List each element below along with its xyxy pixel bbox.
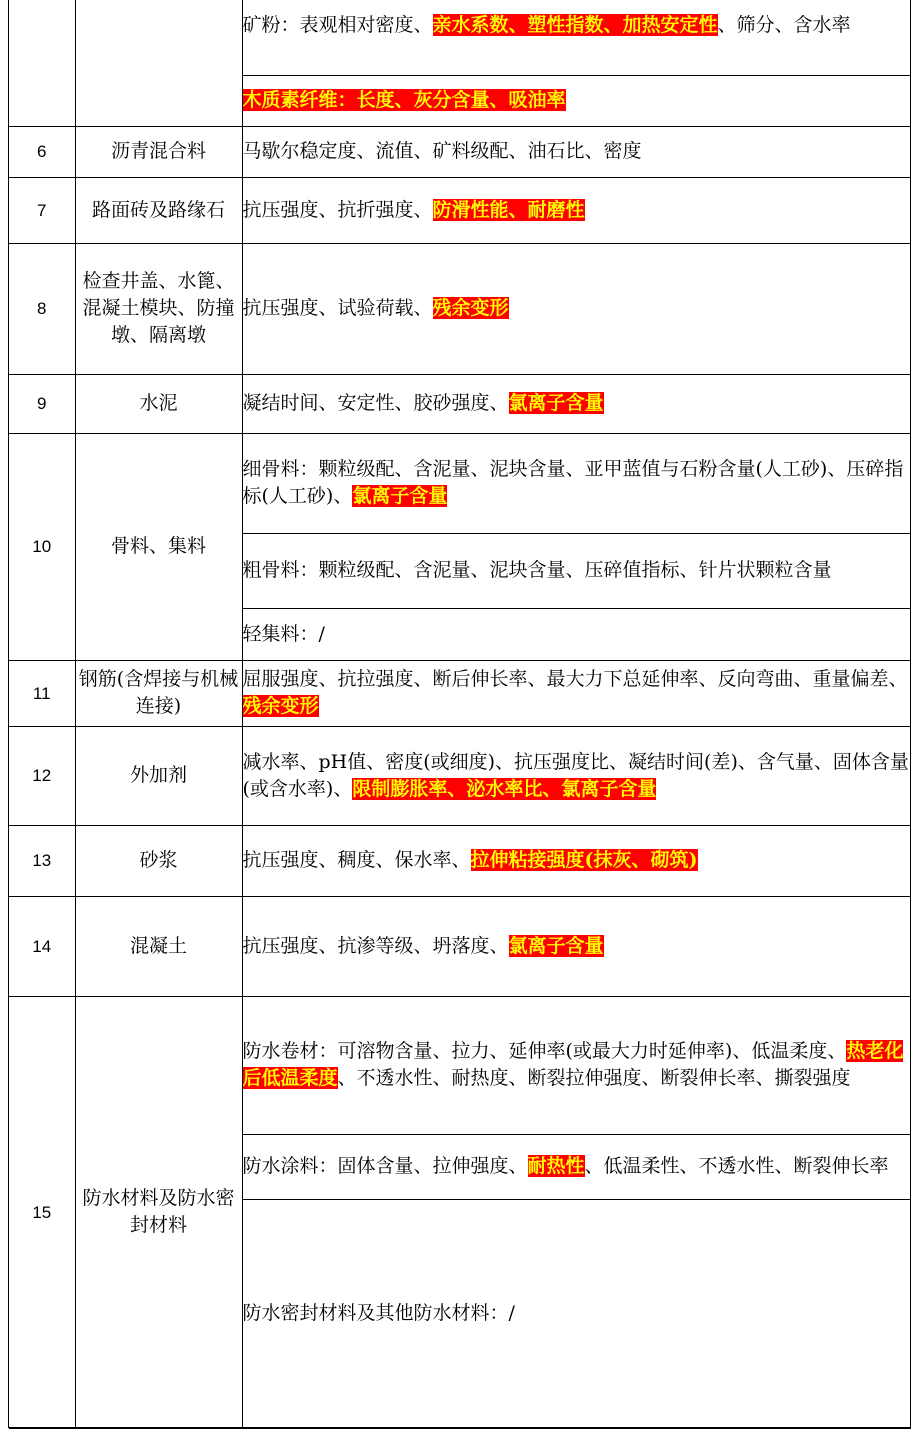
highlighted-item-text: 氯离子含量 — [352, 485, 448, 507]
test-items — [242, 996, 911, 1134]
spec-table-container — [8, 0, 911, 1428]
row-number: 14 — [9, 896, 75, 996]
test-items: 马歇尔稳定度、流值、矿料级配、油石比、密度 — [242, 126, 911, 177]
item-text: 、筛分、含水率 — [717, 14, 851, 36]
row-number: 11 — [9, 660, 75, 726]
table-row — [9, 0, 911, 75]
row-number — [9, 0, 75, 126]
material-name: 外加剂 — [75, 726, 242, 825]
test-items — [242, 0, 911, 75]
table-row — [9, 126, 911, 177]
highlighted-item-text: 木质素纤维：长度、灰分含量、吸油率 — [242, 89, 566, 111]
highlighted-item-text: 防滑性能、耐磨性 — [432, 198, 585, 221]
highlighted-item-text: 耐热性 — [527, 1155, 585, 1177]
highlighted-item-text: 氯离子含量 — [508, 392, 604, 414]
item-text: 抗压强度、抗折强度、 — [242, 198, 433, 221]
table-row — [9, 896, 911, 996]
test-items: 防水密封材料及其他防水材料：/ — [242, 1199, 911, 1428]
item-text: 、低温柔性、不透水性、断裂伸长率 — [584, 1155, 889, 1177]
row-number: 12 — [9, 726, 75, 825]
row-number: 9 — [9, 374, 75, 433]
highlighted-item-text: 氯离子含量 — [508, 934, 604, 957]
highlighted-item-text: 热老化后低温柔度 — [242, 1040, 904, 1089]
highlighted-item-text: 亲水系数、塑性指数、加热安定性 — [432, 14, 718, 36]
material-name: 水泥 — [75, 374, 242, 433]
test-items — [242, 726, 911, 825]
test-items — [242, 75, 911, 126]
test-items — [242, 433, 911, 533]
test-items — [242, 1134, 911, 1199]
table-row — [9, 825, 911, 896]
table-row — [9, 996, 911, 1134]
test-items — [242, 243, 911, 374]
table-row — [9, 374, 911, 433]
test-items: 粗骨料：颗粒级配、含泥量、泥块含量、压碎值指标、针片状颗粒含量 — [242, 533, 911, 608]
test-items — [242, 660, 911, 726]
test-items — [242, 896, 911, 996]
row-number: 8 — [9, 243, 75, 374]
row-number: 7 — [9, 177, 75, 243]
test-items: 轻集料：/ — [242, 608, 911, 660]
item-text: 凝结时间、安定性、胶砂强度、 — [242, 392, 509, 414]
item-text: 屈服强度、抗拉强度、断后伸长率、最大力下总延伸率、反向弯曲、重量偏差、 — [242, 668, 908, 690]
item-text: 、不透水性、耐热度、断裂拉伸强度、断裂伸长率、撕裂强度 — [337, 1067, 851, 1089]
item-text: 防水涂料：固体含量、拉伸强度、 — [242, 1155, 528, 1177]
material-name: 防水材料及防水密封材料 — [75, 996, 242, 1428]
test-items-table — [9, 0, 911, 1429]
material-name: 混凝土 — [75, 896, 242, 996]
row-number: 15 — [9, 996, 75, 1428]
item-text: 抗压强度、试验荷载、 — [242, 297, 433, 319]
highlighted-item-text: 限制膨胀率、泌水率比、氯离子含量 — [352, 777, 657, 800]
table-row — [9, 726, 911, 825]
highlighted-item-text: 残余变形 — [242, 695, 319, 717]
row-number: 13 — [9, 825, 75, 896]
test-items — [242, 825, 911, 896]
test-items — [242, 374, 911, 433]
table-row — [9, 433, 911, 533]
material-name — [75, 0, 242, 126]
material-name: 路面砖及路缘石 — [75, 177, 242, 243]
material-name: 钢筋(含焊接与机械连接) — [75, 660, 242, 726]
highlighted-item-text: 残余变形 — [432, 297, 509, 319]
material-name: 检查井盖、水篦、混凝土模块、防撞墩、隔离墩 — [75, 243, 242, 374]
table-row — [9, 243, 911, 374]
item-text: 减水率、pH值、密度(或细度)、抗压强度比、凝结时间(差)、含气量、固体含量(或含水率)、 — [242, 750, 909, 800]
material-name: 骨料、集料 — [75, 433, 242, 660]
item-text: 矿粉：表观相对密度、 — [242, 14, 433, 36]
highlighted-item-text: 拉伸粘接强度(抹灰、砌筑) — [470, 849, 698, 871]
material-name: 砂浆 — [75, 825, 242, 896]
material-name: 沥青混合料 — [75, 126, 242, 177]
row-number: 6 — [9, 126, 75, 177]
item-text: 细骨料：颗粒级配、含泥量、泥块含量、亚甲蓝值与石粉含量(人工砂)、压碎指标(人工砂)、 — [242, 458, 904, 507]
item-text: 防水卷材：可溶物含量、拉力、延伸率(或最大力时延伸率)、低温柔度、 — [242, 1040, 847, 1062]
test-items — [242, 177, 911, 243]
item-text: 抗压强度、抗渗等级、坍落度、 — [242, 934, 509, 957]
item-text: 抗压强度、稠度、保水率、 — [242, 849, 471, 871]
table-row — [9, 177, 911, 243]
table-row — [9, 660, 911, 726]
row-number: 10 — [9, 433, 75, 660]
